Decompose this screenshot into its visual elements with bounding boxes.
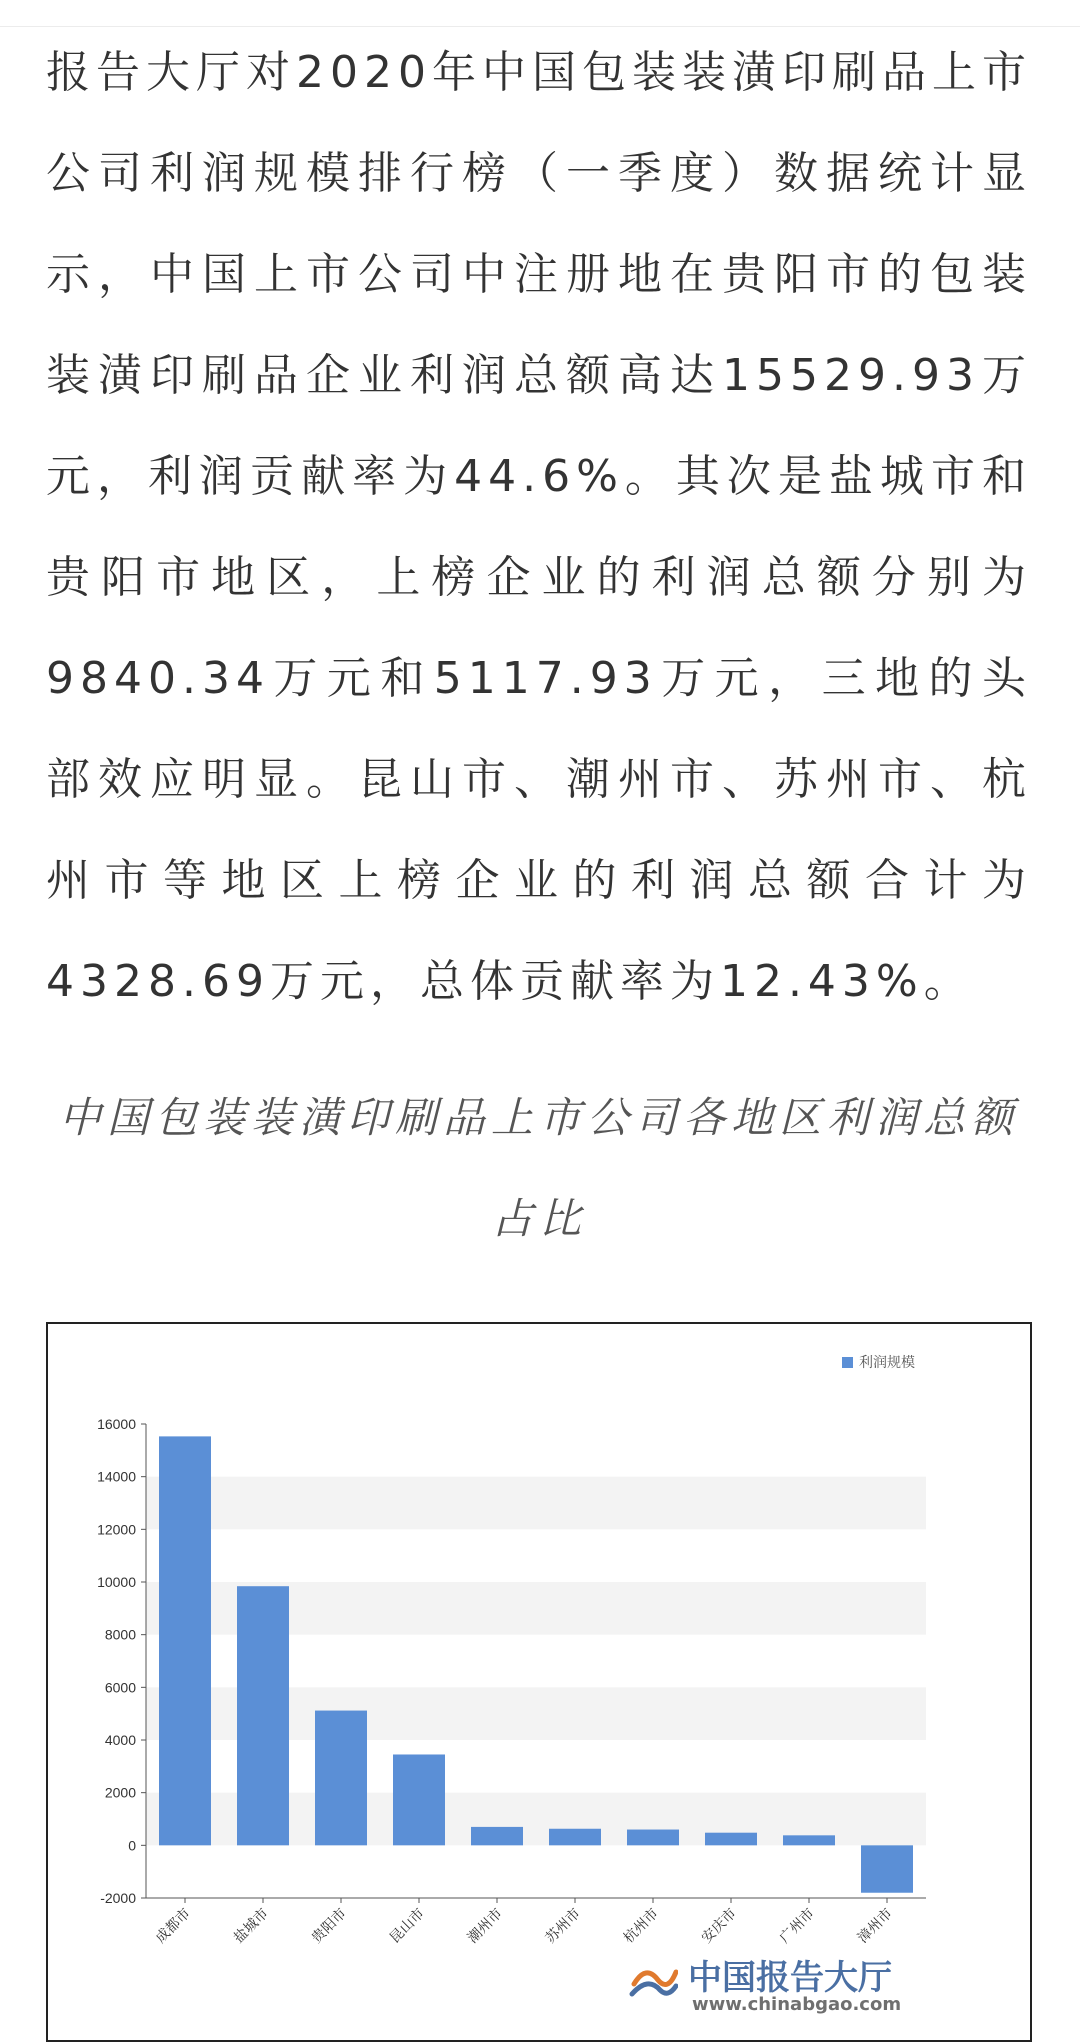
bar-chart — [48, 1324, 1030, 2040]
watermark-url: www.chinabgao.com — [692, 1994, 902, 2015]
x-tick-label: 贵阳市 — [308, 1905, 350, 1947]
bar — [315, 1711, 367, 1846]
y-tick-label: 0 — [128, 1837, 136, 1854]
chart-frame — [46, 1322, 1032, 2042]
legend-label: 利润规模 — [859, 1355, 915, 1371]
x-tick-label: 安庆市 — [698, 1905, 740, 1947]
y-tick-label: 4000 — [104, 1732, 136, 1748]
bar — [549, 1829, 601, 1846]
x-tick-label: 盐城市 — [230, 1905, 272, 1947]
y-tick-label: -2000 — [100, 1890, 136, 1906]
bar — [783, 1835, 835, 1845]
chart-legend — [842, 1350, 915, 1374]
x-tick-label: 杭州市 — [620, 1905, 662, 1947]
x-tick-label: 昆山市 — [386, 1905, 428, 1947]
x-tick-label: 漳州市 — [854, 1905, 896, 1947]
bar — [471, 1827, 523, 1845]
chart-caption: 中国包装装潢印刷品上市公司各地区利润总额占比 — [58, 1093, 1019, 1243]
y-tick-label: 2000 — [104, 1784, 136, 1801]
watermark-name: 中国报告大厅 — [688, 1958, 892, 1998]
y-tick-label: 14000 — [97, 1468, 136, 1485]
x-tick-label: 成都市 — [152, 1905, 194, 1947]
bar — [705, 1833, 757, 1846]
y-tick-label: 12000 — [97, 1521, 136, 1538]
bar — [627, 1830, 679, 1846]
legend-swatch — [842, 1357, 853, 1368]
x-tick-label: 潮州市 — [464, 1905, 506, 1947]
bar — [861, 1845, 913, 1892]
chinabgao-logo-icon — [628, 1954, 678, 2004]
x-tick-label: 广州市 — [776, 1905, 818, 1947]
y-tick-label: 10000 — [97, 1574, 136, 1590]
y-tick-label: 6000 — [104, 1679, 136, 1696]
bar — [237, 1586, 289, 1845]
y-tick-label: 8000 — [104, 1626, 136, 1643]
x-tick-label: 苏州市 — [542, 1905, 584, 1947]
y-tick-label: 16000 — [97, 1416, 136, 1432]
article-paragraph: 报告大厅对2020年中国包装装潢印刷品上市公司利润规模排行榜（一季度）数据统计显示，中国上市公司中注册地在贵阳市的包装装潢印刷品企业利润总额高达15529.93万元，利润贡献率为44.6%。其次是盐城市和贵阳市地区，上榜企业的利润总额分别为9840.34万元和5117.93万元，三地的头部效应明显。昆山市、潮州市、苏州市、杭州市等地区上榜企业的利润总额合计为4328.69万元，总体贡献率为12.43%。 — [46, 47, 1032, 1007]
bar — [159, 1436, 211, 1845]
bar — [393, 1754, 445, 1845]
watermark — [628, 1948, 968, 2028]
grid-band — [146, 1477, 926, 1530]
